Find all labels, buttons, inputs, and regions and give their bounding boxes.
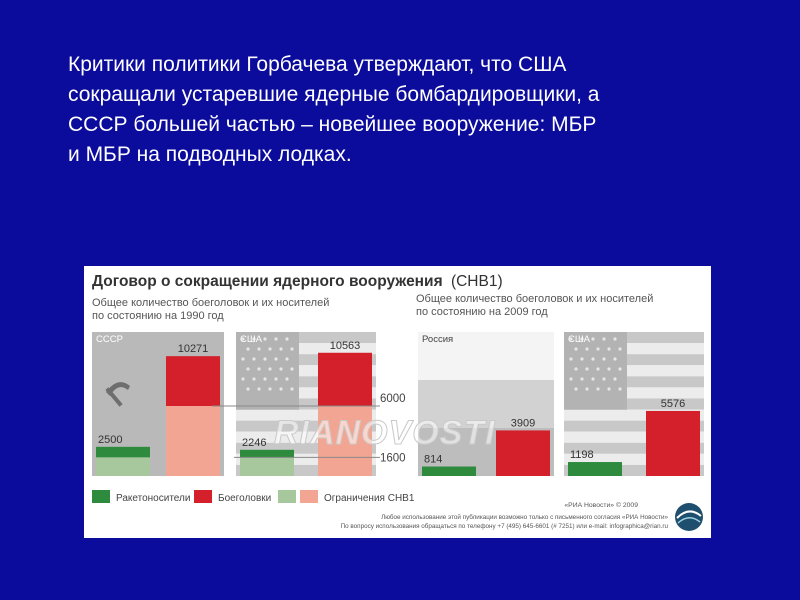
bar-carriers-value-label: 814 (424, 453, 443, 466)
country-label: США (568, 334, 590, 345)
panel-1990-subtitle: Общее количество боеголовок и их носителей по состоянию на 1990 год (92, 297, 330, 322)
bar-carriers-value-label: 2246 (242, 436, 267, 449)
flag-star-icon (607, 367, 610, 370)
bar-warheads-value-label: 10563 (329, 339, 361, 352)
flag-star-icon (290, 387, 293, 390)
flag-star-icon (263, 357, 266, 360)
country-label: СССР (96, 334, 123, 345)
flag-star-icon (574, 387, 577, 390)
flag-star-icon (596, 387, 599, 390)
flag-star-icon (252, 357, 255, 360)
bar-carriers (568, 462, 622, 476)
credits-copyright: «РИА Новости» © 2009 (564, 502, 638, 509)
bar-warheads-value-label: 5576 (660, 397, 686, 410)
panel-2009-subtitle: Общее количество боеголовок и их носителей по состоянию на 2009 год (416, 293, 654, 318)
flag-star-icon (607, 347, 610, 350)
flag-star-icon (585, 347, 588, 350)
flag-star-icon (257, 367, 260, 370)
flag-star-icon (591, 377, 594, 380)
flag-star-icon (596, 347, 599, 350)
flag-star-icon (252, 377, 255, 380)
legend-swatch-limit-carriers (278, 490, 296, 503)
bar-carriers-limit (240, 457, 294, 476)
legend-swatch-carriers (92, 490, 110, 503)
flag-star-icon (618, 347, 621, 350)
flag-star-icon (246, 347, 249, 350)
bar-carriers-value-label: 2500 (98, 433, 123, 446)
flag-star-icon (268, 367, 271, 370)
bar-warheads-value-label: 3909 (510, 417, 536, 430)
legend-label-carriers: Ракетоносители (116, 493, 191, 504)
legend-label-limits: Ограничения СНВ1 (324, 493, 415, 504)
legend-swatch-limit-warheads (300, 490, 318, 503)
flag-star-icon (613, 337, 616, 340)
flag-star-icon (290, 367, 293, 370)
slide-text-line: и МБР на подводных лодках. (68, 143, 352, 166)
flag-star-icon (268, 347, 271, 350)
flag-star-icon (613, 377, 616, 380)
flag-star-icon (246, 367, 249, 370)
chart-svg (84, 266, 711, 538)
flag-star-icon (257, 347, 260, 350)
chart-title: Договор о сокращении ядерного вооружения (СНВ1) (92, 273, 503, 290)
flag-star-icon (607, 387, 610, 390)
flag-star-icon (246, 387, 249, 390)
flag-star-icon (285, 357, 288, 360)
country-label: Россия (422, 334, 454, 345)
flag-star-icon (585, 387, 588, 390)
flag-star-icon (618, 387, 621, 390)
flag-star-icon (241, 357, 244, 360)
flag-star-icon (574, 347, 577, 350)
start-treaty-infographic (84, 266, 711, 538)
bar-warheads (646, 411, 700, 476)
flag-star-icon (580, 377, 583, 380)
flag-star-icon (618, 367, 621, 370)
flag-star-icon (279, 367, 282, 370)
flag-star-icon (263, 337, 266, 340)
credits-line-2: По вопросу использования обращаться по телефону +7 (495) 645-6601 (# 7251) или e-mail: infographica@rian.ru (340, 523, 668, 530)
bar-warheads (496, 430, 550, 476)
flag-star-icon (285, 377, 288, 380)
flag-star-icon (279, 347, 282, 350)
slide-text-line: сокращали устаревшие ядерные бомбардировщики, а (68, 83, 600, 106)
credits-line-1: Любое использование этой публикации возможно только с письменного согласия «РИА Новости» (381, 514, 668, 521)
flag-star-icon (613, 357, 616, 360)
flag-star-icon (569, 377, 572, 380)
flag-star-icon (569, 357, 572, 360)
flag-star-icon (274, 377, 277, 380)
limit-1600-label: 1600 (380, 452, 406, 465)
bar-carriers (96, 447, 150, 458)
flag-star-icon (274, 337, 277, 340)
flag-star-icon (263, 377, 266, 380)
bar-carriers (422, 467, 476, 476)
flag-star-icon (574, 367, 577, 370)
legend-label-warheads: Боеголовки (218, 493, 272, 504)
bar-warheads-value-label: 10271 (177, 343, 209, 356)
ria-novosti-logo-icon (675, 503, 703, 531)
flag-star-icon (602, 377, 605, 380)
flag-star-icon (596, 367, 599, 370)
flag-star-icon (241, 377, 244, 380)
bar-warheads-limit (166, 406, 220, 476)
legend (92, 490, 415, 504)
country-label: США (240, 334, 262, 345)
bar-warheads (318, 353, 372, 406)
flag-star-icon (274, 357, 277, 360)
watermark-rianovosti: RIANOVOSTI (274, 414, 496, 452)
flag-star-icon (591, 357, 594, 360)
flag-star-icon (290, 347, 293, 350)
flag-star-icon (580, 357, 583, 360)
flag-star-icon (602, 357, 605, 360)
legend-swatch-warheads (194, 490, 212, 503)
flag-star-icon (268, 387, 271, 390)
slide-text-line: СССР большей частью – новейшее вооружение: МБР (68, 113, 597, 136)
slide-text (68, 50, 748, 170)
flag-star-icon (279, 387, 282, 390)
bar-carriers-value-label: 1198 (570, 449, 594, 462)
flag-star-icon (591, 337, 594, 340)
slide-text-line: Критики политики Горбачева утверждают, что США (68, 53, 567, 76)
bar-carriers-limit (96, 457, 150, 476)
limit-6000-label: 6000 (380, 393, 406, 405)
flag-star-icon (602, 337, 605, 340)
flag-star-icon (585, 367, 588, 370)
flag-star-icon (285, 337, 288, 340)
bar-warheads (166, 356, 220, 406)
flag-star-icon (257, 387, 260, 390)
